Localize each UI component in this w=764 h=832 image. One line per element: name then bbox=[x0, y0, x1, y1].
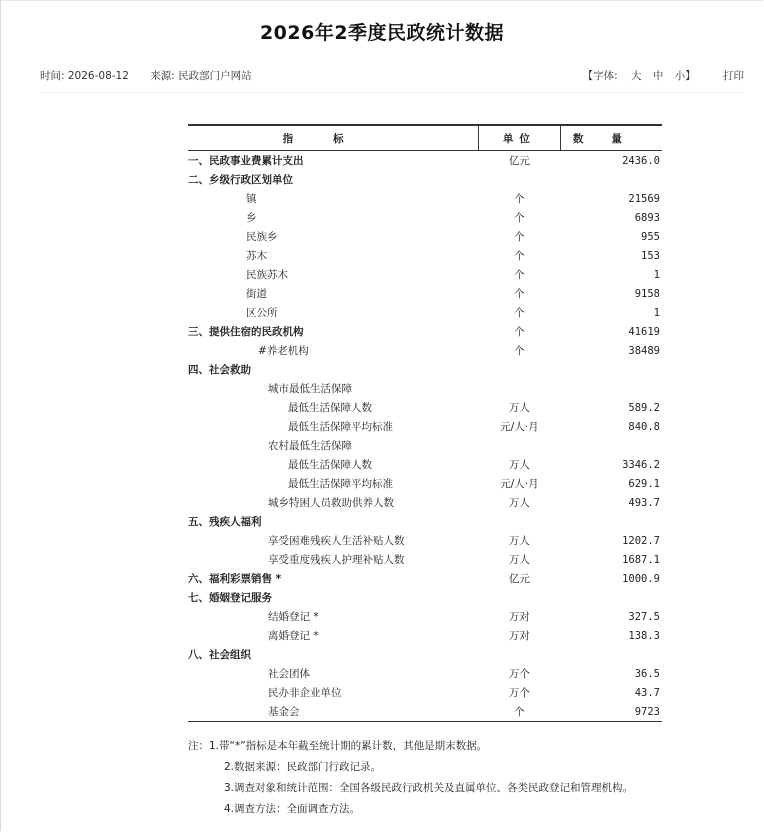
table-row bbox=[188, 341, 662, 360]
row-value bbox=[560, 436, 662, 455]
row-value: 1000.9 bbox=[622, 572, 660, 585]
row-unit bbox=[479, 588, 561, 607]
row-unit: 万人 bbox=[508, 497, 530, 509]
table-row bbox=[188, 626, 662, 645]
row-indicator: 最低生活保障平均标准 bbox=[288, 478, 393, 490]
font-size-label: 【字体: bbox=[582, 70, 618, 82]
row-unit: 万对 bbox=[508, 630, 530, 642]
row-value: 41619 bbox=[628, 325, 660, 338]
row-unit: 个 bbox=[514, 193, 525, 205]
font-size-small-link[interactable]: 小】 bbox=[674, 70, 696, 82]
row-indicator: 城乡特困人员救助供养人数 bbox=[268, 497, 394, 509]
table-row bbox=[188, 189, 662, 208]
row-value: 955 bbox=[641, 230, 660, 243]
row-value: 2436.0 bbox=[622, 154, 660, 167]
row-indicator: 区公所 bbox=[246, 307, 278, 319]
row-indicator: 七、婚姻登记服务 bbox=[188, 592, 272, 604]
row-value: 1202.7 bbox=[622, 534, 660, 547]
statistics-table bbox=[188, 124, 662, 722]
table-row bbox=[188, 702, 662, 722]
row-indicator: #养老机构 bbox=[258, 345, 309, 357]
row-unit: 万人 bbox=[508, 402, 530, 414]
row-value: 3346.2 bbox=[622, 458, 660, 471]
row-value bbox=[560, 379, 662, 398]
page-title: 2026年2季度民政统计数据 bbox=[259, 22, 505, 44]
row-indicator: 乡 bbox=[246, 212, 257, 224]
table-row bbox=[188, 607, 662, 626]
row-indicator: 农村最低生活保障 bbox=[268, 440, 352, 452]
row-indicator: 基金会 bbox=[188, 702, 479, 722]
article-meta bbox=[40, 68, 270, 83]
row-indicator: 六、福利彩票销售 * bbox=[188, 573, 282, 585]
row-unit: 万人 bbox=[508, 535, 530, 547]
row-indicator: 二、乡级行政区划单位 bbox=[188, 174, 293, 186]
row-indicator: 民办非企业单位 bbox=[268, 687, 342, 699]
row-indicator: 民族乡 bbox=[246, 231, 278, 243]
table-row bbox=[188, 531, 662, 550]
row-unit: 个 bbox=[514, 269, 525, 281]
row-indicator: 离婚登记 * bbox=[268, 630, 319, 642]
footnote: 3.调查对象和统计范围：全国各级民政行政机关及直属单位、各类民政登记和管理机构。 bbox=[224, 782, 634, 794]
footnote: 4.调查方法：全面调查方法。 bbox=[224, 803, 361, 815]
row-value: 153 bbox=[641, 249, 660, 262]
row-unit bbox=[479, 645, 561, 664]
row-value: 9158 bbox=[634, 287, 660, 300]
row-unit bbox=[479, 360, 561, 379]
row-indicator: 最低生活保障人数 bbox=[288, 402, 372, 414]
row-unit bbox=[479, 170, 561, 189]
row-indicator: 五、残疾人福利 bbox=[188, 516, 262, 528]
row-value: 589.2 bbox=[628, 401, 660, 414]
font-size-medium-link[interactable]: 中 bbox=[652, 70, 664, 82]
row-indicator: 享受困难残疾人生活补贴人数 bbox=[268, 535, 405, 547]
table-row bbox=[188, 170, 662, 189]
table-row bbox=[188, 208, 662, 227]
header-indicator: 指标 bbox=[188, 125, 479, 151]
row-value bbox=[560, 512, 662, 531]
print-link[interactable]: 打印 bbox=[723, 70, 744, 82]
row-value: 327.5 bbox=[628, 610, 660, 623]
row-unit: 万人 bbox=[508, 554, 530, 566]
row-unit: 个 bbox=[514, 250, 525, 262]
row-indicator: 街道 bbox=[246, 288, 267, 300]
table-row bbox=[188, 512, 662, 531]
table-row bbox=[188, 398, 662, 417]
row-indicator: 苏木 bbox=[246, 250, 267, 262]
row-value: 43.7 bbox=[634, 686, 660, 699]
article-tools bbox=[583, 68, 744, 83]
row-value: 1 bbox=[653, 306, 660, 319]
meta-divider bbox=[40, 92, 744, 93]
row-unit: 万个 bbox=[508, 687, 530, 699]
row-value: 36.5 bbox=[634, 667, 660, 680]
table-row bbox=[188, 474, 662, 493]
row-indicator: 一、民政事业费累计支出 bbox=[188, 155, 304, 167]
table-row bbox=[188, 151, 662, 171]
row-unit: 亿元 bbox=[508, 573, 530, 585]
row-indicator: 三、提供住宿的民政机构 bbox=[188, 326, 304, 338]
header-value: 数量 bbox=[560, 125, 662, 151]
row-value: 629.1 bbox=[628, 477, 660, 490]
table-row bbox=[188, 645, 662, 664]
table-row bbox=[188, 550, 662, 569]
row-value: 6893 bbox=[634, 211, 660, 224]
row-unit bbox=[479, 379, 561, 398]
row-indicator: 镇 bbox=[246, 193, 257, 205]
row-value: 9723 bbox=[560, 702, 662, 722]
row-unit: 个 bbox=[514, 212, 525, 224]
row-unit: 万对 bbox=[508, 611, 530, 623]
footnote: 2.数据来源：民政部门行政记录。 bbox=[224, 761, 382, 773]
row-value bbox=[560, 360, 662, 379]
row-value bbox=[560, 170, 662, 189]
source: 来源: 民政部门户网站 bbox=[150, 70, 252, 82]
row-indicator: 享受重度残疾人护理补贴人数 bbox=[268, 554, 405, 566]
table-row bbox=[188, 303, 662, 322]
row-value: 1 bbox=[653, 268, 660, 281]
row-unit: 元/人·月 bbox=[500, 421, 539, 433]
table-row bbox=[188, 322, 662, 341]
header-unit: 单位 bbox=[479, 125, 561, 151]
row-indicator: 社会团体 bbox=[268, 668, 310, 680]
row-unit bbox=[479, 436, 561, 455]
row-unit: 个 bbox=[514, 326, 525, 338]
row-unit: 个 bbox=[514, 288, 525, 300]
table-row bbox=[188, 265, 662, 284]
row-unit: 亿元 bbox=[508, 155, 530, 167]
row-value: 38489 bbox=[628, 344, 660, 357]
font-size-large-link[interactable]: 大 bbox=[630, 70, 642, 82]
row-value bbox=[560, 645, 662, 664]
row-value: 138.3 bbox=[628, 629, 660, 642]
row-value: 21569 bbox=[628, 192, 660, 205]
table-row bbox=[188, 493, 662, 512]
row-indicator: 结婚登记 * bbox=[268, 611, 319, 623]
row-unit: 万人 bbox=[508, 459, 530, 471]
row-unit: 个 bbox=[514, 307, 525, 319]
table-row bbox=[188, 379, 662, 398]
table-row bbox=[188, 569, 662, 588]
row-indicator: 四、社会救助 bbox=[188, 364, 251, 376]
row-unit: 元/人·月 bbox=[500, 478, 539, 490]
table-row bbox=[188, 417, 662, 436]
row-value: 493.7 bbox=[628, 496, 660, 509]
table-row bbox=[188, 683, 662, 702]
row-unit: 万个 bbox=[508, 668, 530, 680]
row-indicator: 八、社会组织 bbox=[188, 649, 251, 661]
row-indicator: 民族苏木 bbox=[246, 269, 288, 281]
row-value: 840.8 bbox=[628, 420, 660, 433]
row-indicator: 城市最低生活保障 bbox=[268, 383, 352, 395]
table-row bbox=[188, 227, 662, 246]
table-row bbox=[188, 455, 662, 474]
row-value: 1687.1 bbox=[622, 553, 660, 566]
footnote: 注：1.带“*”指标是本年截至统计期的累计数，其他是期末数据。 bbox=[188, 740, 488, 752]
table-row bbox=[188, 664, 662, 683]
row-indicator: 最低生活保障平均标准 bbox=[288, 421, 393, 433]
row-unit bbox=[479, 512, 561, 531]
footnotes bbox=[188, 736, 633, 820]
table-row bbox=[188, 588, 662, 607]
publish-time: 时间: 2026-08-12 bbox=[40, 70, 129, 82]
row-unit: 个 bbox=[479, 702, 561, 722]
table-row bbox=[188, 360, 662, 379]
row-unit: 个 bbox=[514, 231, 525, 243]
table-header-row bbox=[188, 125, 662, 151]
table-row bbox=[188, 436, 662, 455]
table-row bbox=[188, 284, 662, 303]
row-value bbox=[560, 588, 662, 607]
row-unit: 个 bbox=[514, 345, 525, 357]
row-indicator: 最低生活保障人数 bbox=[288, 459, 372, 471]
table-row bbox=[188, 246, 662, 265]
